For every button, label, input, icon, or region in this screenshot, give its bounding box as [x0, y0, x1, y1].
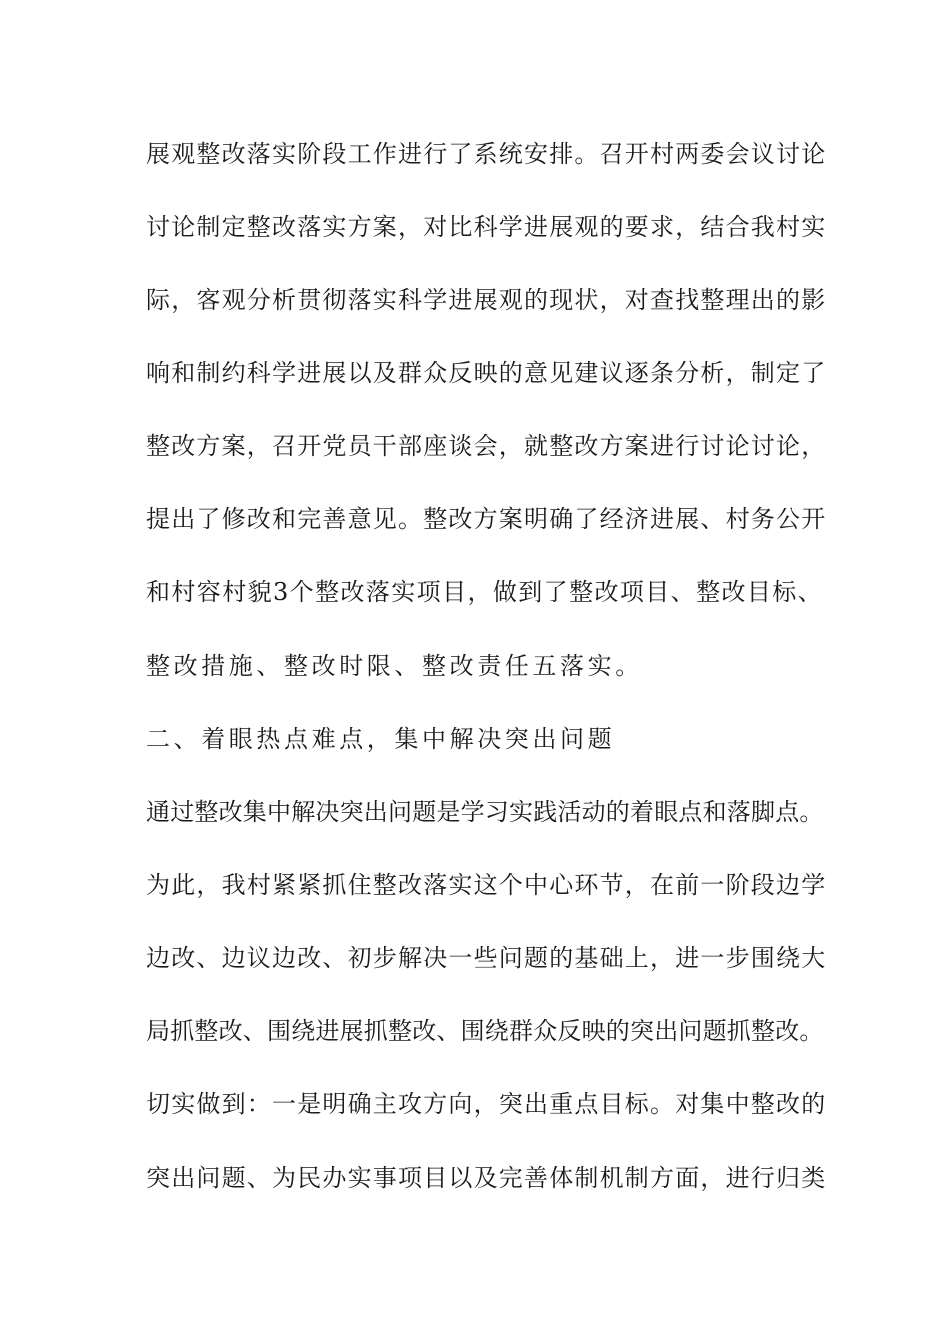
text-line: 响和制约科学进展以及群众反映的意见建议逐条分析，制定了 [146, 359, 827, 387]
text-line: 边改、边议边改、初步解决一些问题的基础上，进一步围绕大 [146, 944, 827, 972]
text-line: 提出了修改和完善意见。整改方案明确了经济进展、村务公开 [146, 505, 827, 533]
text-line: 整改方案，召开党员干部座谈会，就整改方案进行讨论讨论， [146, 432, 827, 460]
text-line: 展观整改落实阶段工作进行了系统安排。召开村两委会议讨论 [146, 140, 827, 168]
text-line: 局抓整改、围绕进展抓整改、围绕群众反映的突出问题抓整改。 [146, 1017, 824, 1045]
text-line: 整改措施、整改时限、整改责任五落实。 [146, 652, 643, 680]
section-heading: 二、着眼热点难点，集中解决突出问题 [146, 725, 616, 753]
text-line: 通过整改集中解决突出问题是学习实践活动的着眼点和落脚点。 [146, 798, 824, 826]
text-line: 际，客观分析贯彻落实科学进展观的现状，对查找整理出的影 [146, 286, 827, 314]
text-line: 突出问题、为民办实事项目以及完善体制机制方面，进行归类 [146, 1164, 827, 1192]
text-line: 和村容村貌3个整改落实项目，做到了整改项目、整改目标、 [146, 578, 824, 606]
text-line: 为此，我村紧紧抓住整改落实这个中心环节，在前一阶段边学 [146, 871, 827, 899]
text-line: 讨论制定整改落实方案，对比科学进展观的要求，结合我村实 [146, 213, 827, 241]
text-line: 切实做到：一是明确主攻方向，突出重点目标。对集中整改的 [146, 1090, 827, 1118]
